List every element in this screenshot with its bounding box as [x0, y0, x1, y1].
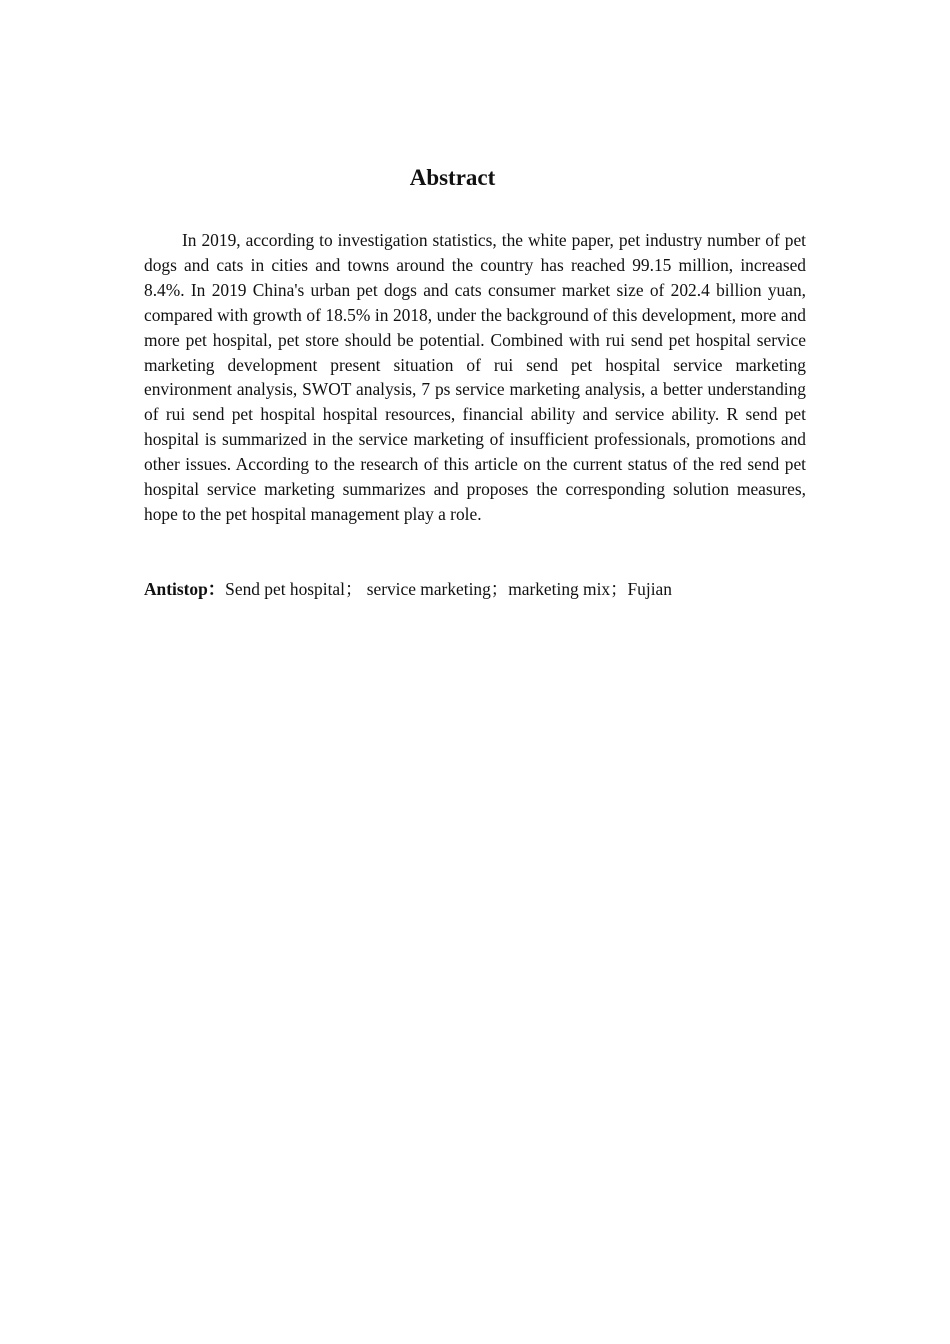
abstract-title: Abstract	[409, 165, 496, 190]
keywords-line	[144, 577, 806, 602]
keyword-item: service marketing；	[362, 579, 509, 599]
keyword-item: Send pet hospital；	[225, 579, 363, 599]
abstract-body: In 2019, according to investigation statistics, the white paper, pet industry number of pet dogs and cats in cities and towns around the country has reached 99.15 million, increased 8.4%. In 2019 China's urban pet dogs and cats consumer market size of 202.4 billion yuan, compared with growth of 18.5% in 2018, under the background of this development, more and more pet hospital, pet store should be potential. Combined with rui send pet hospital service marketing development present situation of rui send pet hospital service marketing environment analysis, SWOT analysis, 7 ps service marketing analysis, a better understanding of rui send pet hospital hospital resources, financial ability and service ability. R send pet hospital is summarized in the service marketing of insufficient professionals, promotions and other issues. According to the research of this article on the current status of the red send pet hospital service marketing summarizes and proposes the corresponding solution measures, hope to the pet hospital management play a role.	[144, 230, 806, 524]
keyword-item: marketing mix；	[508, 579, 628, 599]
keyword-item: Fujian	[627, 579, 672, 599]
keywords-label: Antistop：	[144, 579, 226, 599]
